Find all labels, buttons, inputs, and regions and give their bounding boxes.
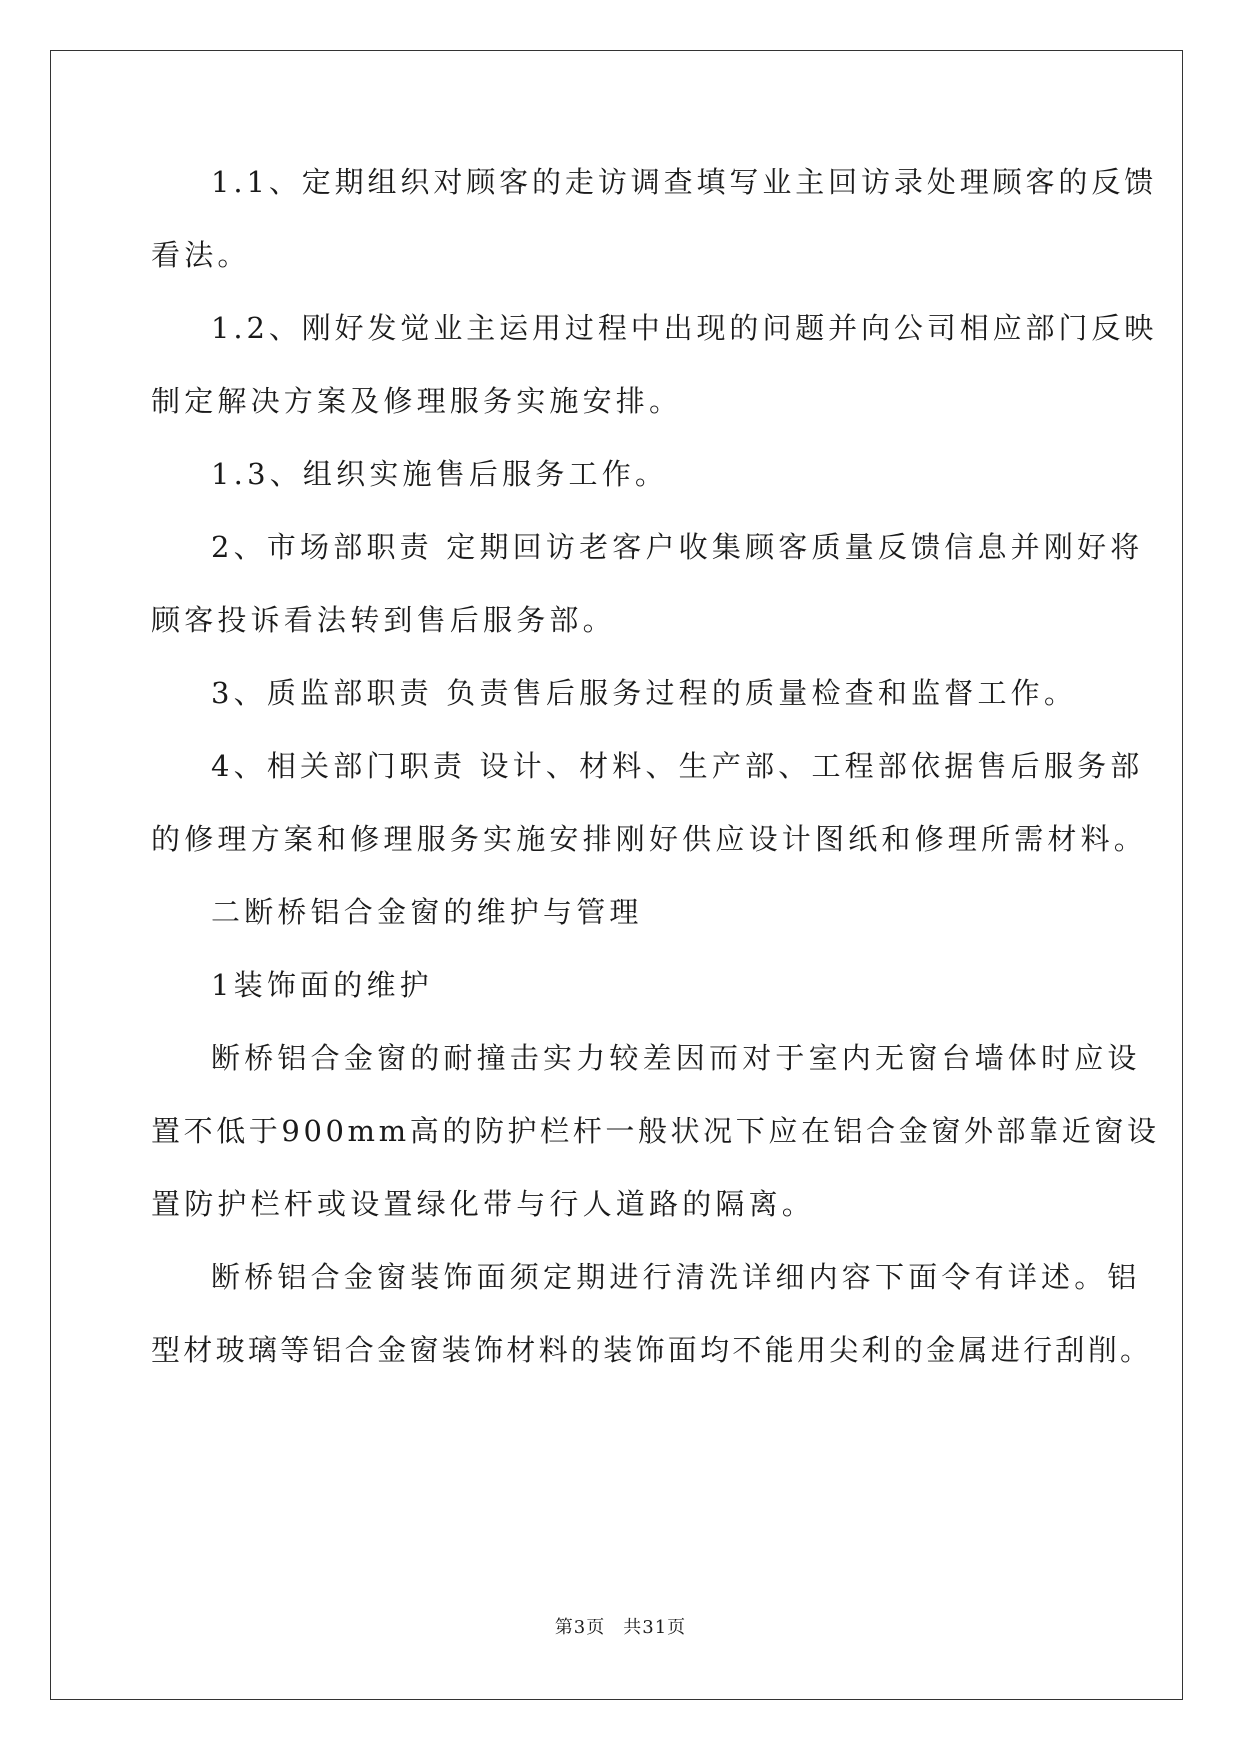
text-line: 1.1、定期组织对顾客的走访调查填写业主回访录处理顾客的反馈 [211, 165, 1158, 199]
text-line: 4、相关部门职责 设计、材料、生产部、工程部依据售后服务部 [211, 749, 1144, 783]
page-footer [0, 1616, 1241, 1640]
text-line: 1.3、组织实施售后服务工作。 [211, 457, 669, 491]
text-line: 制定解决方案及修理服务实施安排。 [151, 384, 683, 418]
text-line: 看法。 [151, 238, 251, 272]
text-line: 顾客投诉看法转到售后服务部。 [151, 603, 616, 637]
text-line: 置不低于900mm高的防护栏杆一般状况下应在铝合金窗外部靠近窗设 [151, 1114, 1160, 1148]
text-line: 型材玻璃等铝合金窗装饰材料的装饰面均不能用尖利的金属进行刮削。 [151, 1333, 1153, 1367]
page-border [50, 50, 1183, 1700]
page-number: 第3页 [554, 1617, 606, 1638]
text-line: 3、质监部职责 负责售后服务过程的质量检查和监督工作。 [211, 676, 1078, 710]
text-line: 断桥铝合金窗装饰面须定期进行清洗详细内容下面令有详述。铝 [211, 1260, 1141, 1294]
text-line: 断桥铝合金窗的耐撞击实力较差因而对于室内无窗台墙体时应设 [211, 1041, 1141, 1075]
subsection-heading: 1装饰面的维护 [211, 968, 433, 1002]
text-line: 2、市场部职责 定期回访老客户收集顾客质量反馈信息并刚好将 [211, 530, 1144, 564]
page-total: 共31页 [623, 1617, 687, 1638]
text-line: 置防护栏杆或设置绿化带与行人道路的隔离。 [151, 1187, 816, 1221]
section-heading: 二断桥铝合金窗的维护与管理 [211, 895, 643, 929]
text-line: 1.2、刚好发觉业主运用过程中出现的问题并向公司相应部门反映 [211, 311, 1158, 345]
text-line: 的修理方案和修理服务实施安排刚好供应设计图纸和修理所需材料。 [151, 822, 1148, 856]
